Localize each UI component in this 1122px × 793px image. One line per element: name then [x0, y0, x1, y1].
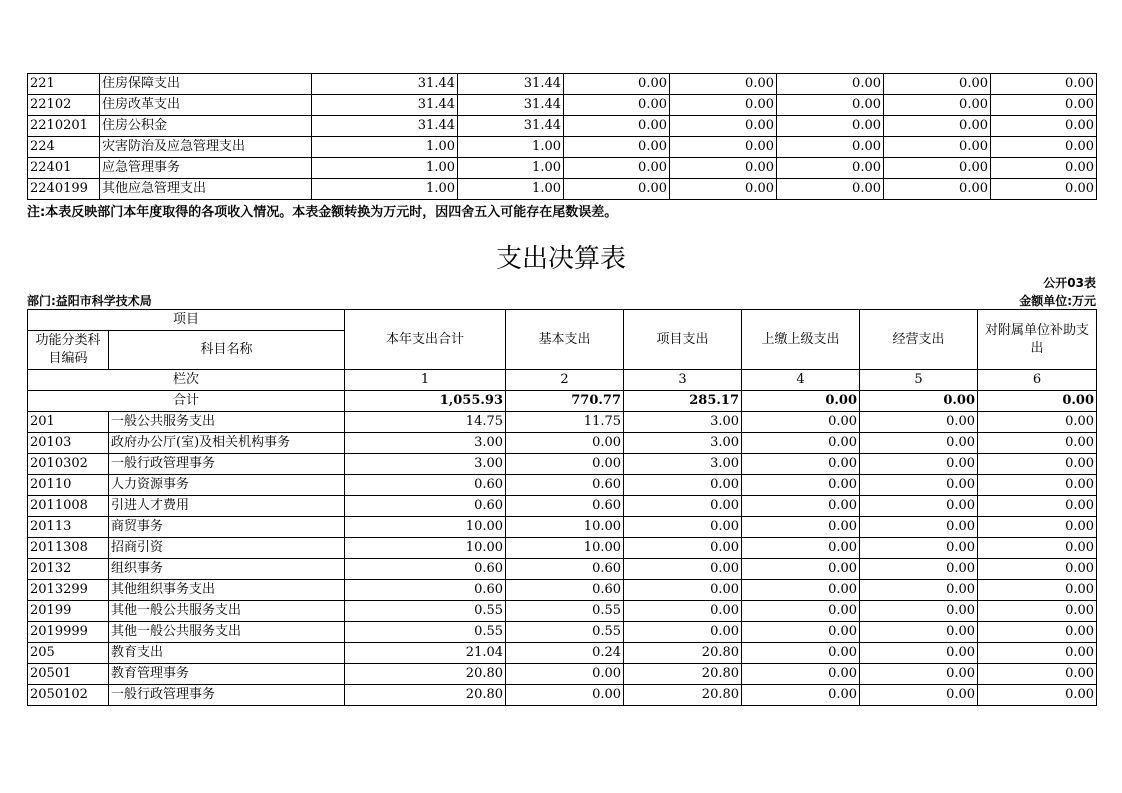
subject-code: 20501: [28, 664, 109, 685]
amount-cell: 0.00: [884, 179, 991, 200]
amount-cell: 0.60: [345, 496, 506, 517]
amount-cell: 0.00: [777, 116, 884, 137]
table-row: [28, 475, 1097, 496]
amount-cell: 0.00: [978, 496, 1097, 517]
subject-name: 一般行政管理事务: [109, 454, 345, 475]
amount-cell: 0.00: [624, 475, 742, 496]
amount-cell: 0.00: [991, 116, 1097, 137]
amount-cell: 0.00: [670, 137, 777, 158]
amount-cell: 0.55: [345, 622, 506, 643]
amount-cell: 0.00: [860, 685, 978, 706]
amount-cell: 0.00: [564, 95, 670, 116]
amount-cell: 1.00: [312, 137, 458, 158]
table-row: [28, 95, 1097, 116]
amount-cell: 20.80: [345, 664, 506, 685]
amount-cell: 0.00: [991, 158, 1097, 179]
header-col-2: 基本支出: [506, 310, 624, 370]
amount-cell: 10.00: [506, 517, 624, 538]
amount-cell: 0.00: [978, 475, 1097, 496]
amount-cell: 0.00: [860, 643, 978, 664]
amount-cell: 0.00: [860, 538, 978, 559]
subject-name: 其他一般公共服务支出: [109, 622, 345, 643]
department-label: 部门:益阳市科学技术局: [27, 294, 152, 308]
amount-cell: 1.00: [312, 158, 458, 179]
amount-cell: 0.00: [670, 179, 777, 200]
amount-cell: 0.00: [564, 179, 670, 200]
table-row: [28, 580, 1097, 601]
table-row: [28, 622, 1097, 643]
subject-code: 205: [28, 643, 109, 664]
form-code: 公开03表: [1043, 276, 1096, 290]
amount-cell: 0.55: [506, 622, 624, 643]
amount-cell: 0.60: [345, 580, 506, 601]
total-label: 合计: [28, 391, 345, 412]
amount-cell: 0.00: [624, 517, 742, 538]
table-row: [28, 412, 1097, 433]
amount-cell: 0.00: [978, 601, 1097, 622]
amount-cell: 0.00: [506, 454, 624, 475]
amount-cell: 20.80: [624, 664, 742, 685]
subject-code: 22401: [28, 158, 100, 179]
subject-name: 政府办公厅(室)及相关机构事务: [109, 433, 345, 454]
subject-code: 22102: [28, 95, 100, 116]
amount-cell: 0.60: [345, 559, 506, 580]
amount-cell: 3.00: [624, 433, 742, 454]
amount-cell: 0.00: [884, 74, 991, 95]
table-row: [28, 517, 1097, 538]
expenditure-table: [27, 309, 1097, 706]
amount-cell: 0.24: [506, 643, 624, 664]
table-note: 注:本表反映部门本年度取得的各项收入情况。本表金额转换为万元时，因四舍五入可能存在尾数误差。: [27, 205, 618, 220]
amount-cell: 0.00: [860, 622, 978, 643]
subject-code: 20103: [28, 433, 109, 454]
total-value: 0.00: [742, 391, 860, 412]
amount-cell: 0.60: [506, 559, 624, 580]
header-row: [28, 310, 1097, 331]
amount-cell: 0.00: [670, 95, 777, 116]
amount-cell: 0.00: [564, 158, 670, 179]
header-name-col: 科目名称: [109, 331, 345, 370]
amount-cell: 0.00: [777, 179, 884, 200]
amount-cell: 0.00: [860, 433, 978, 454]
amount-cell: 0.55: [345, 601, 506, 622]
table-row: [28, 538, 1097, 559]
header-col-6: 对附属单位补助支出: [978, 310, 1097, 370]
subject-code: 2019999: [28, 622, 109, 643]
amount-cell: 0.00: [506, 685, 624, 706]
subject-code: 221: [28, 74, 100, 95]
amount-cell: 31.44: [458, 116, 564, 137]
amount-cell: 0.00: [742, 496, 860, 517]
amount-cell: 0.60: [506, 496, 624, 517]
table-row: [28, 559, 1097, 580]
amount-cell: 0.00: [564, 74, 670, 95]
amount-cell: 20.80: [624, 685, 742, 706]
table-row: [28, 454, 1097, 475]
header-col-1: 本年支出合计: [345, 310, 506, 370]
amount-cell: 0.00: [742, 643, 860, 664]
amount-cell: 0.00: [624, 580, 742, 601]
subject-code: 2050102: [28, 685, 109, 706]
amount-cell: 0.00: [884, 137, 991, 158]
total-row: [28, 391, 1097, 412]
amount-cell: 0.00: [991, 137, 1097, 158]
column-index-row: [28, 370, 1097, 391]
column-number: 2: [506, 370, 624, 391]
amount-cell: 0.00: [978, 643, 1097, 664]
amount-cell: 0.00: [624, 559, 742, 580]
amount-cell: 0.00: [860, 559, 978, 580]
amount-cell: 0.00: [742, 517, 860, 538]
subject-code: 20199: [28, 601, 109, 622]
subject-code: 20110: [28, 475, 109, 496]
amount-cell: 0.00: [670, 74, 777, 95]
amount-cell: 0.00: [624, 538, 742, 559]
amount-cell: 0.00: [978, 622, 1097, 643]
table-row: [28, 601, 1097, 622]
amount-cell: 0.00: [884, 116, 991, 137]
amount-cell: 0.00: [742, 559, 860, 580]
amount-cell: 31.44: [312, 116, 458, 137]
amount-cell: 0.00: [777, 158, 884, 179]
table-row: [28, 643, 1097, 664]
amount-cell: 0.55: [506, 601, 624, 622]
amount-cell: 11.75: [506, 412, 624, 433]
amount-cell: 0.00: [978, 559, 1097, 580]
table-row: [28, 158, 1097, 179]
amount-cell: 20.80: [345, 685, 506, 706]
amount-cell: 0.00: [978, 580, 1097, 601]
amount-cell: 0.00: [670, 158, 777, 179]
amount-cell: 3.00: [345, 433, 506, 454]
header-col-3: 项目支出: [624, 310, 742, 370]
subject-name: 招商引资: [109, 538, 345, 559]
subject-name: 灾害防治及应急管理支出: [100, 137, 312, 158]
amount-cell: 0.00: [991, 95, 1097, 116]
total-value: 285.17: [624, 391, 742, 412]
amount-cell: 0.00: [860, 664, 978, 685]
amount-cell: 0.00: [860, 454, 978, 475]
subject-code: 2240199: [28, 179, 100, 200]
amount-cell: 0.00: [624, 496, 742, 517]
amount-cell: 1.00: [458, 137, 564, 158]
amount-cell: 0.00: [860, 496, 978, 517]
amount-cell: 0.00: [506, 433, 624, 454]
amount-cell: 0.00: [777, 95, 884, 116]
total-value: 0.00: [978, 391, 1097, 412]
subject-name: 其他一般公共服务支出: [109, 601, 345, 622]
amount-cell: 0.00: [860, 475, 978, 496]
subject-code: 201: [28, 412, 109, 433]
amount-cell: 0.00: [884, 95, 991, 116]
amount-cell: 10.00: [345, 517, 506, 538]
subject-name: 应急管理事务: [100, 158, 312, 179]
subject-name: 教育支出: [109, 643, 345, 664]
header-col-5: 经营支出: [860, 310, 978, 370]
amount-cell: 0.00: [742, 412, 860, 433]
subject-name: 其他应急管理支出: [100, 179, 312, 200]
subject-code: 2010302: [28, 454, 109, 475]
page-title: 支出决算表: [495, 244, 626, 274]
amount-unit-label: 金额单位:万元: [1019, 294, 1096, 308]
amount-cell: 0.00: [978, 454, 1097, 475]
column-index-label: 栏次: [28, 370, 345, 391]
amount-cell: 0.00: [978, 517, 1097, 538]
subject-name: 一般行政管理事务: [109, 685, 345, 706]
amount-cell: 0.00: [978, 538, 1097, 559]
amount-cell: 3.00: [345, 454, 506, 475]
income-table-continuation: [27, 73, 1097, 200]
amount-cell: 0.00: [742, 475, 860, 496]
amount-cell: 31.44: [312, 74, 458, 95]
table-row: [28, 116, 1097, 137]
column-number: 4: [742, 370, 860, 391]
amount-cell: 0.60: [506, 475, 624, 496]
amount-cell: 0.60: [345, 475, 506, 496]
amount-cell: 1.00: [312, 179, 458, 200]
header-item: 项目: [28, 310, 345, 331]
subject-code: 2011308: [28, 538, 109, 559]
column-number: 5: [860, 370, 978, 391]
amount-cell: 1.00: [458, 158, 564, 179]
column-number: 6: [978, 370, 1097, 391]
total-value: 770.77: [506, 391, 624, 412]
amount-cell: 0.00: [991, 179, 1097, 200]
column-number: 1: [345, 370, 506, 391]
total-value: 0.00: [860, 391, 978, 412]
subject-code: 224: [28, 137, 100, 158]
amount-cell: 0.00: [624, 601, 742, 622]
table-row: [28, 664, 1097, 685]
amount-cell: 0.00: [742, 601, 860, 622]
amount-cell: 0.00: [777, 74, 884, 95]
amount-cell: 0.00: [742, 433, 860, 454]
subject-code: 2013299: [28, 580, 109, 601]
table-row: [28, 179, 1097, 200]
table-row: [28, 433, 1097, 454]
column-number: 3: [624, 370, 742, 391]
amount-cell: 0.00: [978, 685, 1097, 706]
amount-cell: 3.00: [624, 412, 742, 433]
amount-cell: 0.00: [742, 622, 860, 643]
amount-cell: 20.80: [624, 643, 742, 664]
total-value: 1,055.93: [345, 391, 506, 412]
amount-cell: 10.00: [345, 538, 506, 559]
amount-cell: 0.00: [670, 116, 777, 137]
amount-cell: 0.00: [742, 454, 860, 475]
table-row: [28, 137, 1097, 158]
subject-name: 一般公共服务支出: [109, 412, 345, 433]
subject-code: 2210201: [28, 116, 100, 137]
amount-cell: 0.00: [991, 74, 1097, 95]
amount-cell: 0.00: [777, 137, 884, 158]
amount-cell: 1.00: [458, 179, 564, 200]
subject-name: 住房改革支出: [100, 95, 312, 116]
amount-cell: 31.44: [458, 95, 564, 116]
subject-name: 人力资源事务: [109, 475, 345, 496]
amount-cell: 0.00: [978, 412, 1097, 433]
amount-cell: 0.00: [742, 580, 860, 601]
header-col-4: 上缴上级支出: [742, 310, 860, 370]
subject-name: 引进人才费用: [109, 496, 345, 517]
amount-cell: 0.00: [860, 517, 978, 538]
amount-cell: 10.00: [506, 538, 624, 559]
amount-cell: 0.00: [860, 412, 978, 433]
subject-name: 教育管理事务: [109, 664, 345, 685]
amount-cell: 0.00: [564, 116, 670, 137]
amount-cell: 0.00: [978, 433, 1097, 454]
table-row: [28, 74, 1097, 95]
subject-name: 住房保障支出: [100, 74, 312, 95]
subject-name: 其他组织事务支出: [109, 580, 345, 601]
amount-cell: 0.00: [742, 664, 860, 685]
table-row: [28, 685, 1097, 706]
subject-name: 商贸事务: [109, 517, 345, 538]
table-row: [28, 496, 1097, 517]
amount-cell: 0.60: [506, 580, 624, 601]
amount-cell: 21.04: [345, 643, 506, 664]
amount-cell: 0.00: [860, 580, 978, 601]
amount-cell: 31.44: [458, 74, 564, 95]
amount-cell: 0.00: [506, 664, 624, 685]
header-code-col: 功能分类科目编码: [28, 331, 109, 370]
amount-cell: 0.00: [884, 158, 991, 179]
subject-name: 住房公积金: [100, 116, 312, 137]
amount-cell: 0.00: [742, 538, 860, 559]
amount-cell: 0.00: [742, 685, 860, 706]
subject-code: 20132: [28, 559, 109, 580]
amount-cell: 31.44: [312, 95, 458, 116]
subject-code: 2011008: [28, 496, 109, 517]
amount-cell: 0.00: [978, 664, 1097, 685]
amount-cell: 0.00: [860, 601, 978, 622]
subject-code: 20113: [28, 517, 109, 538]
amount-cell: 3.00: [624, 454, 742, 475]
amount-cell: 14.75: [345, 412, 506, 433]
amount-cell: 0.00: [624, 622, 742, 643]
subject-name: 组织事务: [109, 559, 345, 580]
amount-cell: 0.00: [564, 137, 670, 158]
